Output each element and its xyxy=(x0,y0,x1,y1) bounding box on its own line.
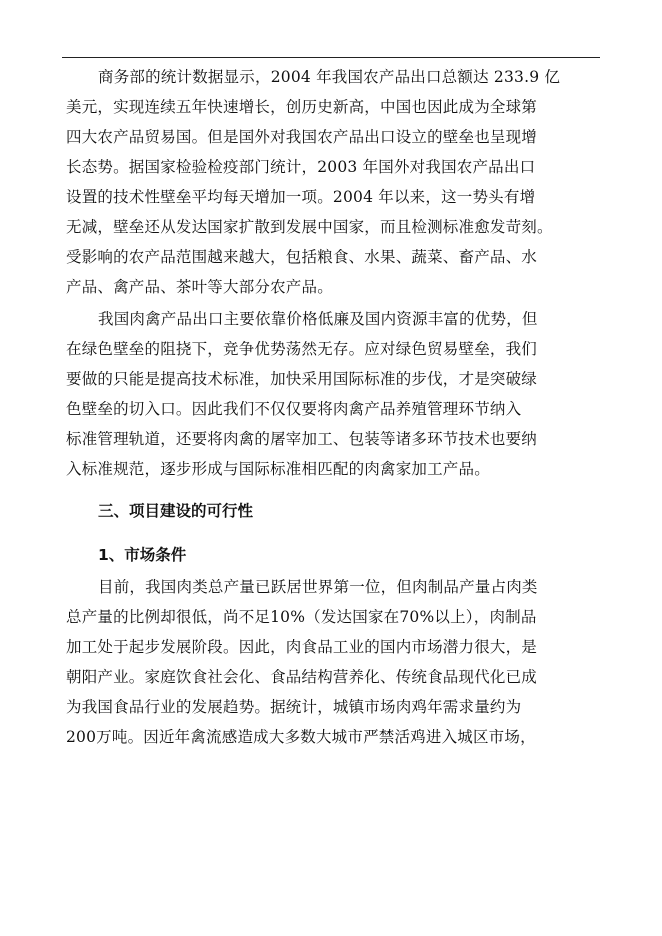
text-line: 在绿色壁垒的阻挠下，竞争优势荡然无存。应对绿色贸易壁垒，我们 xyxy=(66,340,538,358)
text-line: 200万吨。因近年禽流感造成大多数大城市严禁活鸡进入城区市场， xyxy=(66,728,536,746)
paragraph-export-statistics xyxy=(66,62,606,302)
text-line: 入标准规范，逐步形成与国际标准相匹配的肉禽家加工产品。 xyxy=(66,460,490,478)
text-line: 商务部的统计数据显示，2004 年我国农产品出口总额达 233.9 亿 xyxy=(98,68,561,86)
text-line: 无减，壁垒还从发达国家扩散到发展中国家，而且检测标准愈发苛刻。 xyxy=(66,218,553,236)
section-heading: 三、项目建设的可行性 xyxy=(98,502,254,520)
text-line: 产品、禽产品、茶叶等大部分农产品。 xyxy=(66,278,333,296)
text-line: 受影响的农产品范围越来越大，包括粮食、水果、蔬菜、畜产品、水 xyxy=(66,248,538,266)
text-line: 要做的只能是提高技术标准，加快采用国际标准的步伐，才是突破绿 xyxy=(66,370,538,388)
text-line: 加工处于起步发展阶段。因此，肉食品工业的国内市场潜力很大，是 xyxy=(66,638,538,656)
document-body xyxy=(66,62,606,752)
text-line: 总产量的比例却很低，尚不足10%（发达国家在70%以上），肉制品 xyxy=(66,608,537,626)
text-line: 色壁垒的切入口。因此我们不仅仅要将肉禽产品养殖管理环节纳入 xyxy=(66,400,522,418)
text-line: 目前，我国肉类总产量已跃居世界第一位，但肉制品产量占肉类 xyxy=(98,578,538,596)
text-line: 四大农产品贸易国。但是国外对我国农产品出口设立的壁垒也呈现增 xyxy=(66,128,538,146)
text-line: 设置的技术性壁垒平均每天增加一项。2004 年以来，这一势头有增 xyxy=(66,188,536,206)
header-rule xyxy=(62,57,600,58)
text-line: 我国肉禽产品出口主要依靠价格低廉及国内资源丰富的优势，但 xyxy=(98,310,538,328)
text-line: 标准管理轨道，还要将肉禽的屠宰加工、包装等诸多环节技术也要纳 xyxy=(66,430,538,448)
text-line: 朝阳产业。家庭饮食社会化、食品结构营养化、传统食品现代化已成 xyxy=(66,668,538,686)
paragraph-green-barrier xyxy=(66,304,606,484)
paragraph-market-conditions xyxy=(66,572,606,752)
text-line: 长态势。据国家检验检疫部门统计，2003 年国外对我国农产品出口 xyxy=(66,158,536,176)
subsection-heading: 1、市场条件 xyxy=(98,546,187,564)
text-line: 美元，实现连续五年快速增长，创历史新高，中国也因此成为全球第 xyxy=(66,98,538,116)
text-line: 为我国食品行业的发展趋势。据统计，城镇市场肉鸡年需求量约为 xyxy=(66,698,522,716)
